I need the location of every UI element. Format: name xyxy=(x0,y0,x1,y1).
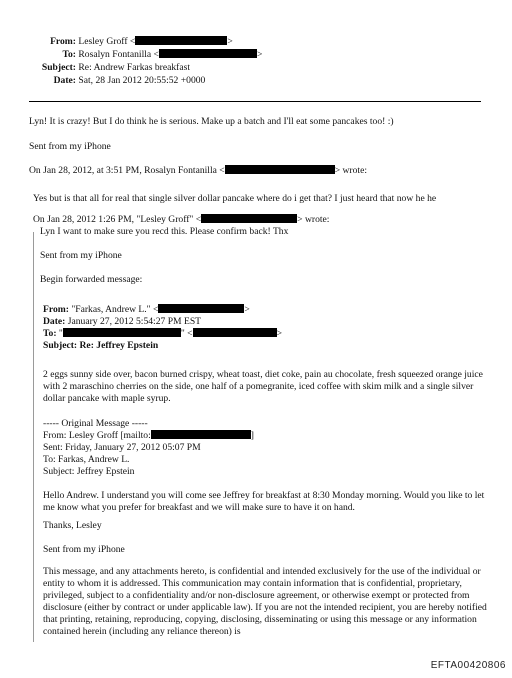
document-id: EFTA00420806 xyxy=(430,660,506,671)
original-message-title: ----- Original Message ----- xyxy=(43,418,148,429)
redaction-box xyxy=(159,49,257,58)
message-text: 2 eggs sunny side over, bacon burned crispy, wheat toast, diet coke, pain au chocolate, fresh squeezed orange juice with 2 maraschino cherries on the side, one half of a pomegranite, iced coffee with skim milk and a single silver dollar pancake with maple syrup. xyxy=(43,369,483,404)
redaction-box xyxy=(158,304,244,313)
header-subject-label: Subject: xyxy=(41,62,76,73)
signature: Sent from my iPhone xyxy=(43,544,125,555)
message-text: Thanks, Lesley xyxy=(43,520,102,531)
message-text: Hello Andrew. I understand you will come see Jeffrey for breakfast at 8:30 Monday morning. Would you like to let me know what you prefer for breakfast and we will make sure to have it on hand. xyxy=(43,490,485,513)
header-date xyxy=(40,75,205,87)
header-date-label: Date: xyxy=(53,75,76,86)
redaction-box xyxy=(135,36,227,45)
header-from-label: From: xyxy=(50,36,76,47)
header-to-value: Rosalyn Fontanilla < xyxy=(78,49,159,60)
header-from: From: Lesley Groff < > xyxy=(40,36,233,48)
signature: Sent from my iPhone xyxy=(40,250,122,261)
original-sent: Sent: Friday, January 27, 2012 05:07 PM xyxy=(43,442,201,453)
header-subject xyxy=(40,62,190,74)
redaction-box xyxy=(151,430,251,439)
message-text: Yes but is that all for real that single silver dollar pancake where do i get that? I just heard that now he he xyxy=(33,193,437,204)
fw-subject: Subject: Re: Jeffrey Epstein xyxy=(43,340,159,351)
reply-attribution: On Jan 28, 2012 1:26 PM, "Lesley Groff" < > wrote: xyxy=(33,214,330,225)
reply-attribution: On Jan 28, 2012, at 3:51 PM, Rosalyn Fontanilla < > wrote: xyxy=(29,165,368,176)
redaction-box xyxy=(201,214,297,223)
forwarded-label: Begin forwarded message: xyxy=(40,274,143,285)
signature: Sent from my iPhone xyxy=(29,141,111,152)
original-from: From: Lesley Groff [mailto: ] xyxy=(43,430,254,441)
header-divider xyxy=(29,101,481,102)
message-text: Lyn! It is crazy! But I do think he is serious. Make up a batch and I'll eat some pancakes too! :) xyxy=(29,116,394,127)
header-date-value: Sat, 28 Jan 2012 20:55:52 +0000 xyxy=(78,75,206,86)
fw-date: Date: January 27, 2012 5:54:27 PM EST xyxy=(43,316,202,327)
header-to-label: To: xyxy=(62,49,76,60)
redaction-box xyxy=(193,328,277,337)
original-subject: Subject: Jeffrey Epstein xyxy=(43,466,135,477)
header-to: To: Rosalyn Fontanilla < > xyxy=(40,49,262,61)
fw-from: From: "Farkas, Andrew L." < > xyxy=(43,304,250,315)
disclaimer: This message, and any attachments hereto, is confidential and intended exclusively for the use of the individual or entity to whom it is addressed. This communication may contain information that is confidential, proprietary, privileged, subject to a confidentiality and/or non-disclosure agreement, or otherwise exempt or protected from disclosure (either by contract or under applicable law). If you are not the intended recipient, you are hereby notified that printing, retaining, reproducing, copying, disclosing, disseminating or using this message or any information contained herein (including any reliance thereon) is xyxy=(43,566,487,637)
header-subject-value: Re: Andrew Farkas breakfast xyxy=(78,62,191,73)
original-to: To: Farkas, Andrew L. xyxy=(43,454,130,465)
fw-to: To: " " < > xyxy=(43,328,282,339)
quote-bar xyxy=(33,232,34,642)
header-from-value: Lesley Groff < xyxy=(78,36,136,47)
message-text: Lyn I want to make sure you recd this. Please confirm back! Thx xyxy=(40,226,289,237)
redaction-box xyxy=(63,328,181,337)
redaction-box xyxy=(225,165,335,174)
